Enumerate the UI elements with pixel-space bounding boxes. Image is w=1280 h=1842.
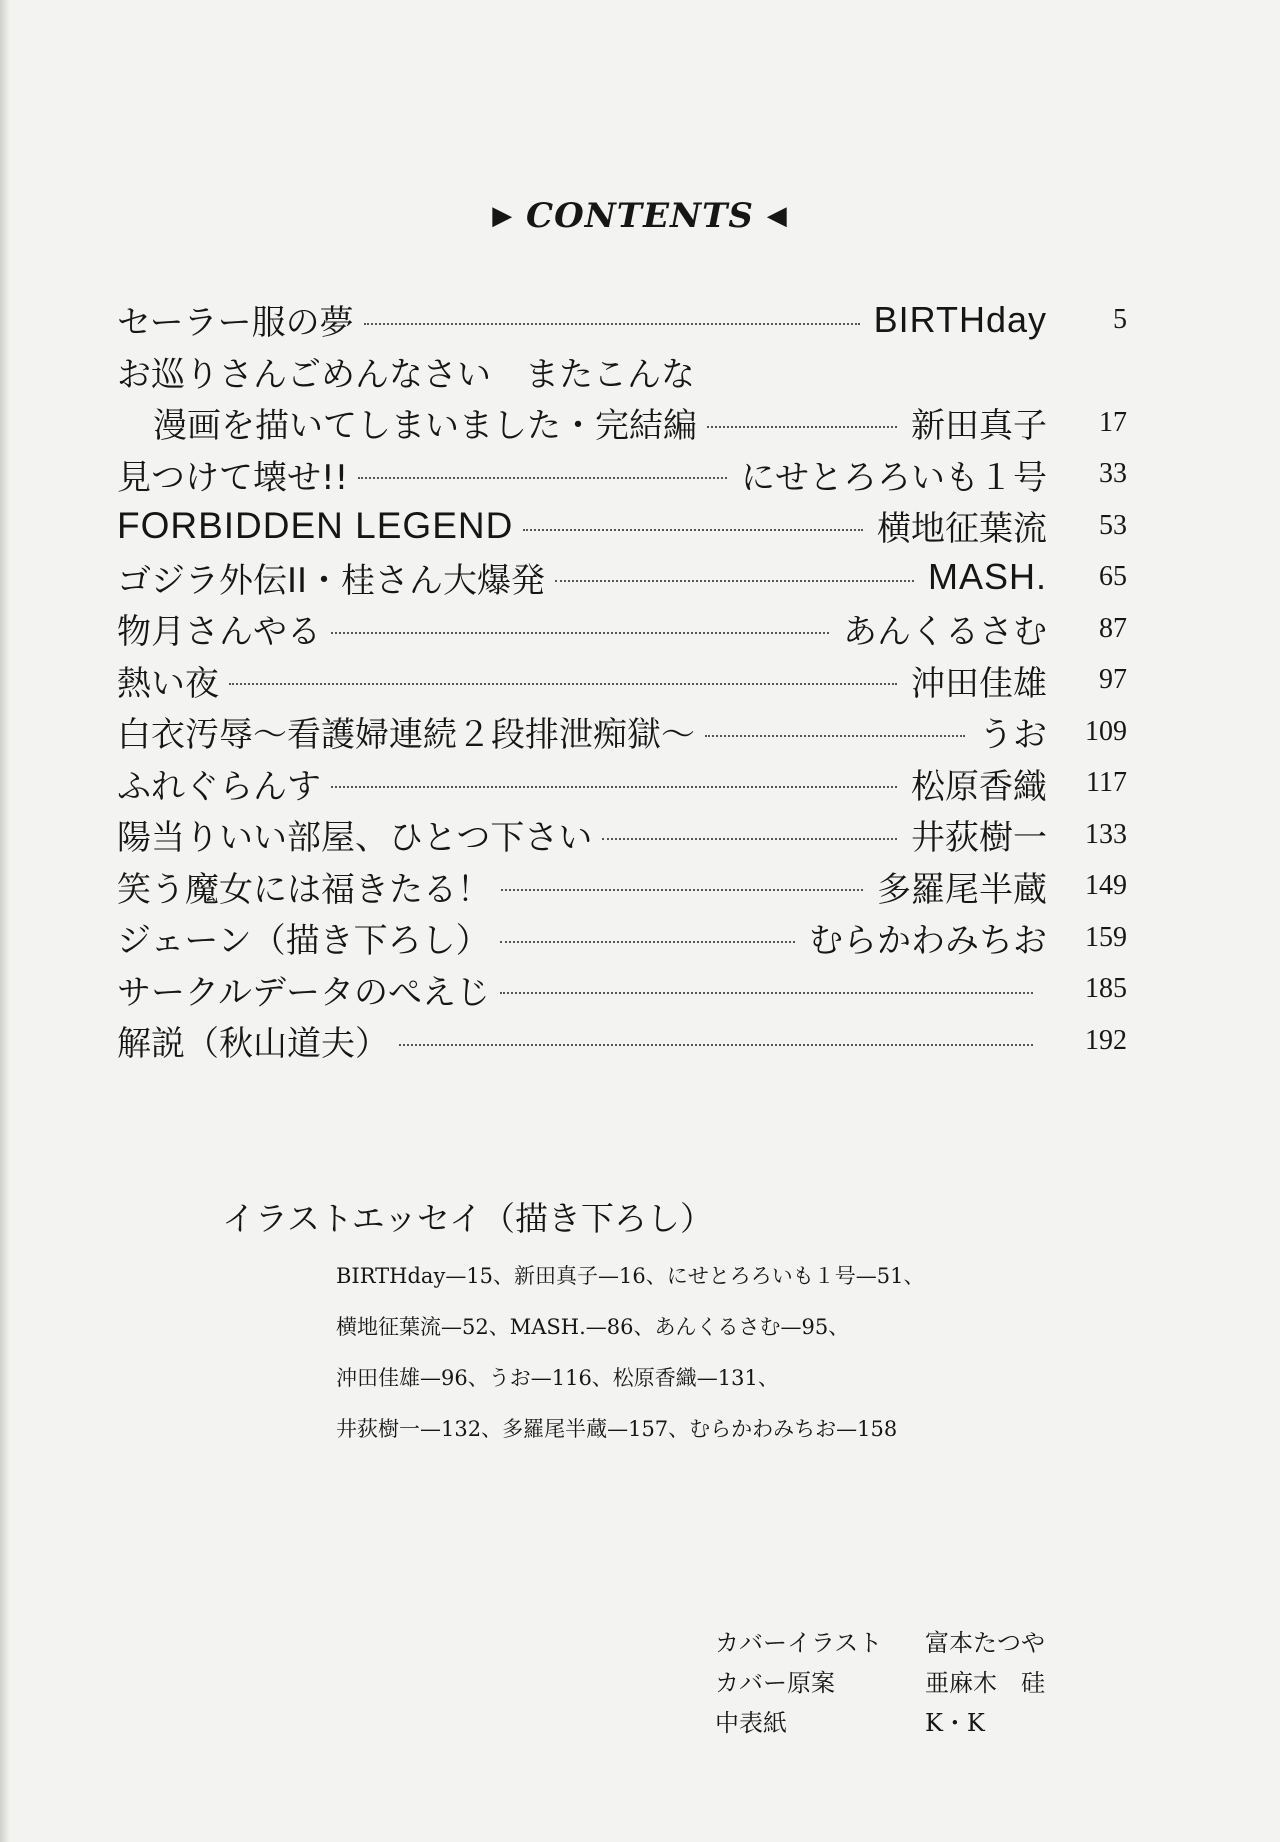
dot-leader	[523, 529, 863, 531]
dot-leader	[555, 580, 914, 582]
credit-row	[715, 1660, 1105, 1700]
credit-row	[715, 1620, 1105, 1660]
dot-leader	[500, 941, 795, 943]
toc-title: お巡りさんごめんなさい またこんな	[117, 354, 695, 395]
dot-leader	[707, 426, 897, 428]
essay-line: 沖田佳雄—96、うお—116、松原香織—131、	[336, 1366, 779, 1390]
toc-author: MASH.	[927, 556, 1047, 598]
toc-page: 192	[1085, 1024, 1127, 1056]
toc-title: 見つけて壊せ!!	[117, 457, 349, 498]
essay-line: 横地征葉流—52、MASH.—86、あんくるさむ—95、	[336, 1315, 850, 1339]
toc-author: うお	[979, 715, 1047, 756]
toc-author: 多羅尾半蔵	[877, 869, 1047, 910]
illust-essay-title: イラストエッセイ（描き下ろし）	[222, 1199, 714, 1238]
toc-row	[117, 346, 1127, 398]
toc-author: 松原香織	[911, 766, 1047, 807]
toc-row	[117, 809, 1127, 861]
dot-leader	[399, 1044, 1033, 1046]
toc-title: セーラー服の夢	[117, 303, 354, 344]
toc-row	[117, 706, 1127, 758]
toc-title: 物月さんやる	[117, 612, 321, 653]
toc-author: むらかわみちお	[809, 921, 1047, 962]
toc-title: 漫画を描いてしまいました・完結編	[153, 406, 697, 447]
toc-row	[117, 294, 1127, 346]
contents-header	[0, 196, 1280, 236]
toc-row	[117, 1015, 1127, 1067]
illust-essay-list	[336, 1256, 924, 1460]
credits	[715, 1620, 1105, 1740]
toc-page: 109	[1085, 715, 1127, 747]
dot-leader	[331, 632, 829, 634]
toc-title: 陽当りいい部屋、ひとつ下さい	[117, 818, 593, 859]
toc-row	[117, 861, 1127, 913]
contents-title: CONTENTS	[526, 196, 754, 236]
toc-page: 17	[1099, 406, 1127, 438]
toc-title: サークルデータのぺえじ	[117, 972, 490, 1013]
toc-author: BIRTHday	[873, 298, 1047, 340]
toc-author: 沖田佳雄	[911, 663, 1047, 704]
essay-line: 井荻樹一—132、多羅尾半蔵—157、むらかわみちお—158	[336, 1417, 898, 1441]
toc-page: 65	[1099, 561, 1127, 593]
toc-row	[117, 758, 1127, 810]
toc-title: ジェーン（描き下ろし）	[117, 921, 490, 962]
toc-title: 解説（秋山道夫）	[117, 1024, 389, 1065]
toc-row	[117, 964, 1127, 1016]
toc-title: ゴジラ外伝II・桂さん大爆発	[117, 560, 546, 601]
credit-role: 中表紙	[715, 1708, 787, 1737]
toc-row	[117, 912, 1127, 964]
dot-leader	[364, 323, 860, 325]
toc-page: 117	[1086, 767, 1127, 799]
credit-name: K・K	[925, 1708, 985, 1737]
credit-name: 亜麻木 硅	[925, 1668, 1045, 1697]
toc-row	[117, 655, 1127, 707]
toc-author: あんくるさむ	[843, 612, 1047, 653]
toc-row	[117, 500, 1127, 552]
essay-line: BIRTHday—15、新田真子—16、にせとろろいも１号—51、	[336, 1264, 925, 1288]
dot-leader	[501, 889, 863, 891]
dot-leader	[705, 735, 965, 737]
toc-page: 87	[1099, 612, 1127, 644]
toc-title: ふれぐらんす	[117, 766, 321, 807]
toc-page: 133	[1085, 818, 1127, 850]
toc-page: 53	[1099, 509, 1127, 541]
toc-title: 笑う魔女には福きたる！	[117, 869, 491, 910]
credit-name: 富本たつや	[925, 1628, 1045, 1657]
dot-leader	[500, 992, 1033, 994]
toc-page: 159	[1085, 921, 1127, 953]
toc-row	[117, 552, 1127, 604]
toc-row	[117, 603, 1127, 655]
right-triangle-icon: ◀	[766, 201, 788, 231]
page-edge	[0, 0, 10, 1842]
toc-page: 33	[1099, 458, 1127, 490]
toc-author: 新田真子	[911, 406, 1047, 447]
toc-title: 熱い夜	[117, 663, 219, 704]
toc-page: 97	[1099, 664, 1127, 696]
toc-author: にせとろろいも１号	[741, 457, 1047, 498]
credit-role: カバー原案	[715, 1668, 835, 1697]
dot-leader	[331, 786, 897, 788]
dot-leader	[602, 838, 897, 840]
credit-role: カバーイラスト	[715, 1628, 883, 1657]
toc-page: 5	[1113, 303, 1127, 335]
toc-author: 井荻樹一	[911, 818, 1047, 859]
toc-row	[117, 449, 1127, 501]
dot-leader	[358, 477, 727, 479]
left-triangle-icon: ▶	[492, 201, 514, 231]
credit-row	[715, 1700, 1105, 1740]
toc-page: 185	[1085, 973, 1127, 1005]
dot-leader	[229, 683, 897, 685]
toc-author: 横地征葉流	[877, 509, 1047, 550]
table-of-contents	[117, 294, 1127, 1067]
toc-page: 149	[1085, 870, 1127, 902]
toc-title: 白衣汚辱〜看護婦連続２段排泄痴獄〜	[117, 715, 695, 756]
toc-row	[117, 397, 1127, 449]
toc-title: FORBIDDEN LEGEND	[117, 504, 514, 546]
